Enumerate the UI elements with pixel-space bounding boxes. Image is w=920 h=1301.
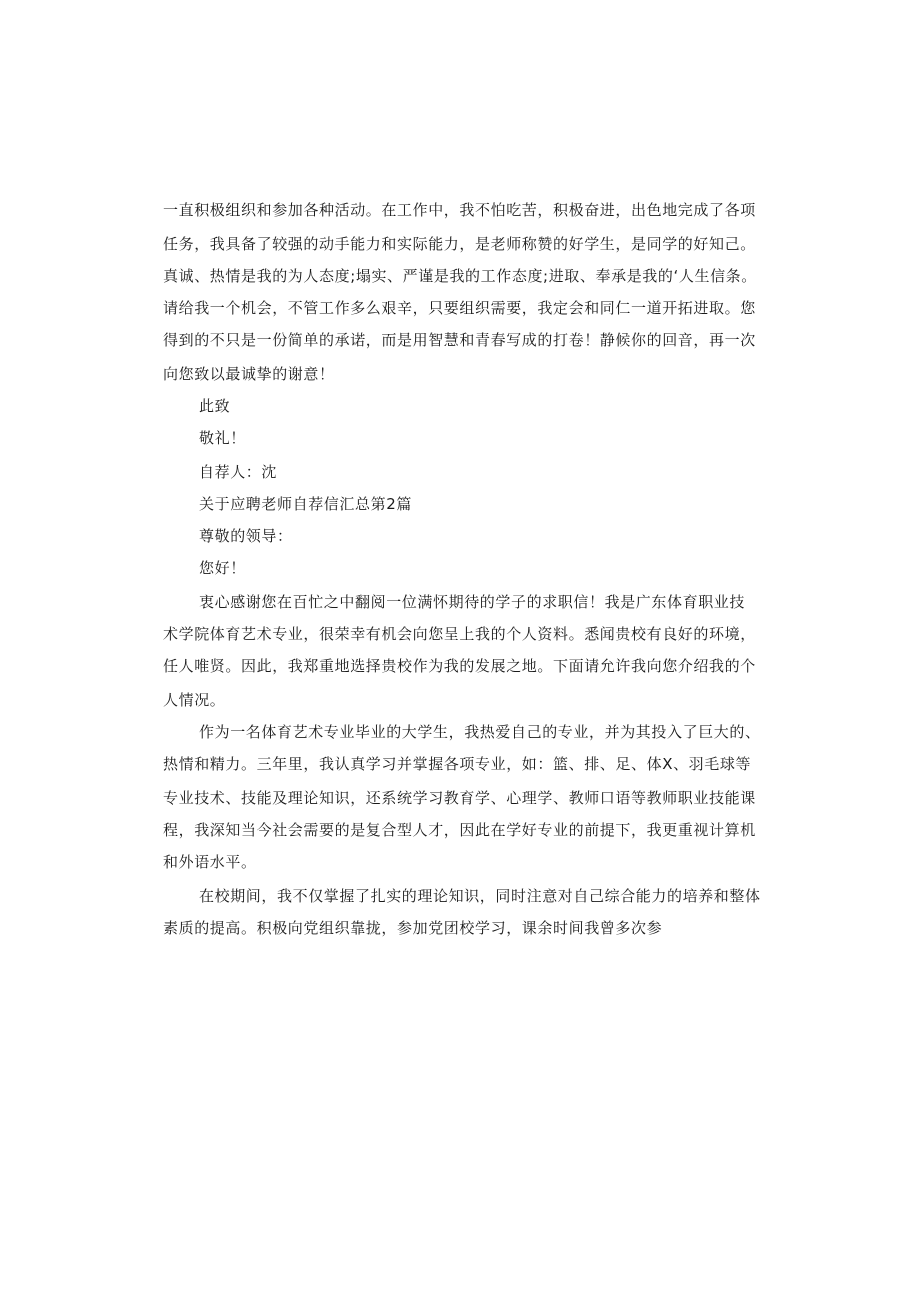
paragraph-line: 任人唯贤。因此，我郑重地选择贵校作为我的发展之地。下面请允许我向您介绍我的个 — [163, 657, 756, 675]
paragraph-line: 作为一名体育艺术专业毕业的大学生，我热爱自己的专业，并为其投入了巨大的、 — [199, 723, 761, 741]
closing-salutation: 此致 — [199, 397, 231, 415]
paragraph-line: 得到的不只是一份简单的承诺，而是用智慧和青春写成的打卷！静候你的回音，再一次 — [163, 331, 756, 349]
paragraph-line: 热情和精力。三年里，我认真学习并掌握各项专业，如：篮、排、足、体X、羽毛球等 — [163, 755, 752, 773]
paragraph-line: 人情况。 — [163, 691, 226, 709]
paragraph-line: 向您致以最诚挚的谢意！ — [163, 365, 335, 383]
paragraph-line: 真诚、热情是我的为人态度;塌实、严谨是我的工作态度;进取、奉承是我的‘人生信条。 — [163, 267, 757, 285]
paragraph-line: 一直积极组织和参加各种活动。在工作中，我不怕吃苦，积极奋进，出色地完成了各项 — [163, 201, 756, 219]
paragraph-line: 术学院体育艺术专业，很荣幸有机会向您呈上我的个人资料。悉闻贵校有良好的环境， — [163, 625, 756, 643]
paragraph-line: 任务，我具备了较强的动手能力和实际能力，是老师称赞的好学生，是同学的好知己。 — [163, 235, 756, 253]
paragraph-line: 在校期间，我不仅掌握了扎实的理论知识，同时注意对自己综合能力的培养和整体 — [199, 887, 761, 905]
signature-line: 自荐人：沈 — [199, 463, 278, 481]
greeting-line: 尊敬的领导： — [199, 527, 293, 545]
greeting-hello: 您好！ — [199, 559, 246, 577]
section-title: 关于应聘老师自荐信汇总第2篇 — [199, 495, 412, 513]
paragraph-line: 程，我深知当今社会需要的是复合型人才，因此在学好专业的前提下，我更重视计算机 — [163, 821, 756, 839]
paragraph-line: 衷心感谢您在百忙之中翻阅一位满怀期待的学子的求职信！我是广东体育职业技 — [199, 593, 746, 611]
paragraph-line: 专业技术、技能及理论知识，还系统学习教育学、心理学、教师口语等教师职业技能课 — [163, 789, 756, 807]
paragraph-line: 和外语水平。 — [163, 853, 257, 871]
paragraph-line: 素质的提高。积极向党组织靠拢，参加党团校学习，课余时间我曾多次参 — [163, 919, 663, 937]
paragraph-line: 请给我一个机会，不管工作多么艰辛，只要组织需要，我定会和同仁一道开拓进取。您 — [163, 299, 756, 317]
closing-regards: 敬礼！ — [199, 429, 246, 447]
